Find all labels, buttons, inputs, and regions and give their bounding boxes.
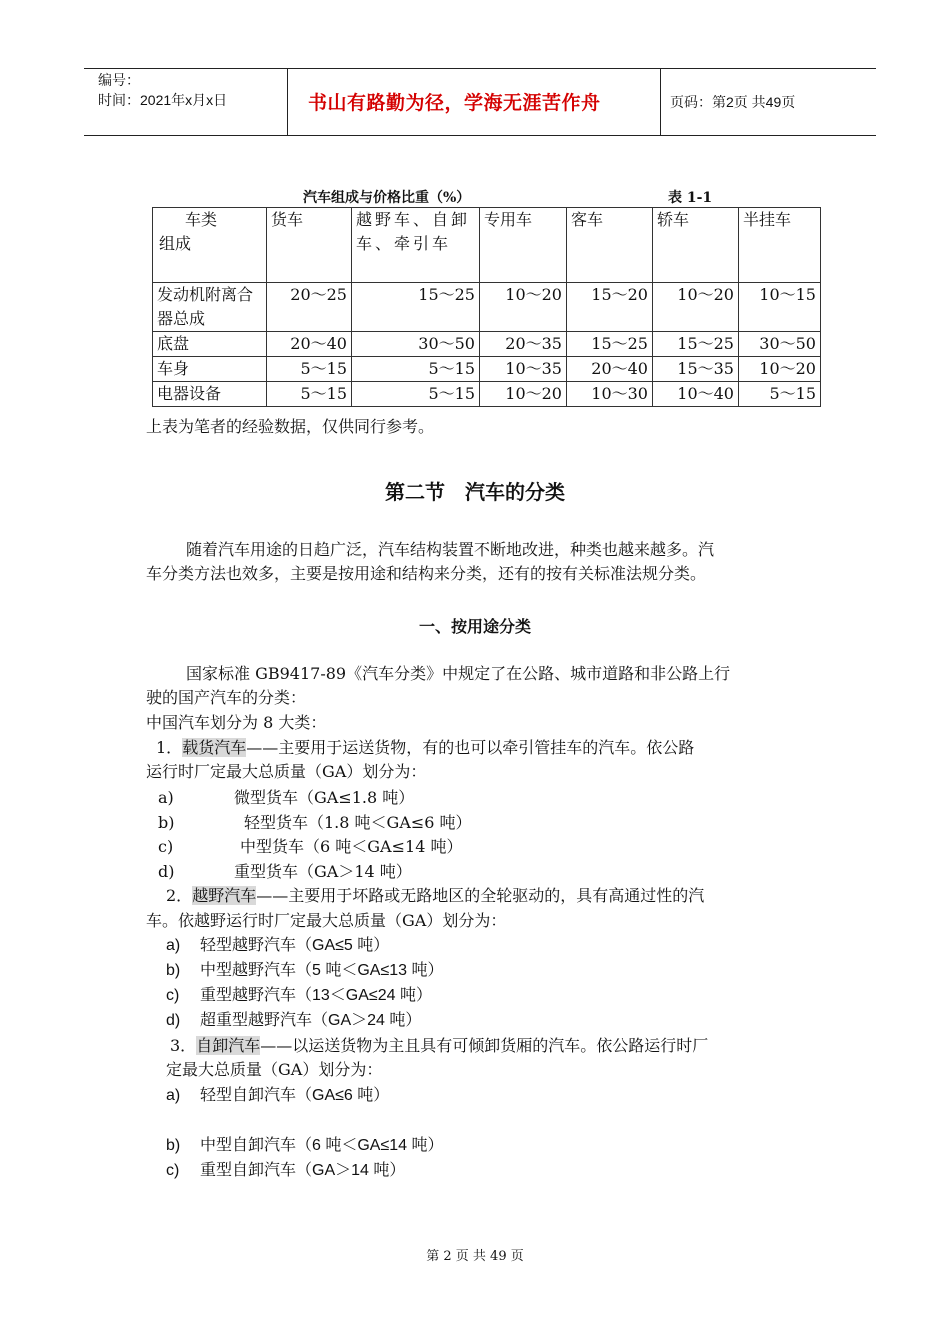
row-label: 底盘 xyxy=(153,332,267,357)
table-cell: 10～20 xyxy=(480,382,567,407)
table-row xyxy=(153,332,821,357)
table-cell: 10～30 xyxy=(567,382,653,407)
table-corner-cell xyxy=(153,208,267,283)
corner-top-label: 车类 xyxy=(185,210,218,229)
table-row xyxy=(153,357,821,382)
item-3-sub-text: 轻型自卸汽车（GA≤6 吨） xyxy=(200,1087,390,1104)
item-2-term: 越野汽车 xyxy=(192,886,257,905)
table-cell: 20～25 xyxy=(267,283,352,332)
item-1-sub-text: 微型货车（GA≤1.8 吨） xyxy=(234,788,415,807)
item-3-number: 3． xyxy=(170,1036,197,1055)
table-cell: 15～35 xyxy=(653,357,739,382)
table-header-row xyxy=(153,208,821,283)
section-title: 第二节 汽车的分类 xyxy=(385,480,565,504)
table-cell: 15～25 xyxy=(653,332,739,357)
table-cell: 20～40 xyxy=(267,332,352,357)
table-caption: 汽车组成与价格比重（%） xyxy=(303,190,471,206)
table-row xyxy=(153,283,821,332)
row-label: 车身 xyxy=(153,357,267,382)
header-top-line xyxy=(84,68,876,69)
item-2-sub-text: 轻型越野汽车（GA≤5 吨） xyxy=(200,937,390,954)
table-cell: 5～15 xyxy=(267,357,352,382)
item-2-text: ——主要用于坏路或无路地区的全轮驱动的，具有高通过性的汽 xyxy=(256,886,705,905)
table-number: 表 1-1 xyxy=(668,190,713,206)
table-cell: 5～15 xyxy=(352,357,480,382)
item-2-sub-marker: d) xyxy=(166,1012,181,1029)
item-1-sub-marker: a) xyxy=(158,788,174,807)
table-cell: 10～15 xyxy=(739,283,821,332)
item-3-line xyxy=(170,1034,708,1058)
table-cell: 30～50 xyxy=(739,332,821,357)
intro-line-2: 车分类方法也效多，主要是按用途和结构来分类，还有的按有关标准法规分类。 xyxy=(146,564,707,583)
table-cell: 20～35 xyxy=(480,332,567,357)
item-3-sub-marker: a) xyxy=(166,1087,181,1104)
header-divider-right xyxy=(660,68,661,136)
item-1-term: 载货汽车 xyxy=(182,738,247,757)
item-1-sub-text: 重型货车（GA＞14 吨） xyxy=(234,862,412,881)
item-2-sub-marker: c) xyxy=(166,987,180,1004)
col-header: 专用车 xyxy=(480,208,567,283)
item-3-line-2: 定最大总质量（GA）划分为： xyxy=(166,1060,383,1079)
item-1-sub-text: 轻型货车（1.8 吨＜GA≤6 吨） xyxy=(244,813,472,832)
table-note: 上表为笔者的经验数据，仅供同行参考。 xyxy=(146,417,435,436)
item-1-sub-marker: d) xyxy=(158,862,175,881)
item-3-sub-marker: c) xyxy=(166,1162,180,1179)
standard-line-2: 驶的国产汽车的分类： xyxy=(146,688,307,707)
item-1-line-2: 运行时厂定最大总质量（GA）划分为： xyxy=(146,762,427,781)
item-1-number: 1． xyxy=(156,738,183,757)
header-meta xyxy=(98,70,227,110)
item-2-number: 2． xyxy=(166,886,193,905)
row-label: 发动机附离合器总成 xyxy=(153,283,267,332)
row-label: 电器设备 xyxy=(153,382,267,407)
item-3-sub-marker: b) xyxy=(166,1137,181,1154)
table-cell: 15～20 xyxy=(567,283,653,332)
table-cell: 10～35 xyxy=(480,357,567,382)
page-footer: 第 2 页 共 49 页 xyxy=(426,1249,524,1264)
intro-line-1: 随着汽车用途的日趋广泛，汽车结构装置不断地改进，种类也越来越多。汽 xyxy=(186,540,715,559)
item-1-sub-text: 中型货车（6 吨＜GA≤14 吨） xyxy=(240,837,463,856)
item-2-line xyxy=(166,884,704,908)
table-cell: 30～50 xyxy=(352,332,480,357)
doc-number-label: 编号： xyxy=(98,72,140,88)
col-header: 客车 xyxy=(567,208,653,283)
item-2-sub-marker: a) xyxy=(166,937,181,954)
item-2-line-2: 车。依越野运行时厂定最大总质量（GA）划分为： xyxy=(146,911,507,930)
table-cell: 20～40 xyxy=(567,357,653,382)
item-2-sub-text: 中型越野汽车（5 吨＜GA≤13 吨） xyxy=(200,962,444,979)
header-bottom-line xyxy=(84,135,876,136)
table-cell: 5～15 xyxy=(739,382,821,407)
col-header: 轿车 xyxy=(653,208,739,283)
table-cell: 10～20 xyxy=(480,283,567,332)
composition-price-table xyxy=(152,207,821,407)
table-row xyxy=(153,382,821,407)
item-1-sub-marker: b) xyxy=(158,813,175,832)
item-3-sub-text: 中型自卸汽车（6 吨＜GA≤14 吨） xyxy=(200,1137,444,1154)
col-header: 越野车、自卸车、牵引车 xyxy=(352,208,480,283)
table-cell: 15～25 xyxy=(567,332,653,357)
table-cell: 5～15 xyxy=(267,382,352,407)
subsection-title: 一、按用途分类 xyxy=(418,617,531,636)
header-page-code: 页码：第2页 共49页 xyxy=(670,94,796,110)
standard-line-1: 国家标准 GB9417-89《汽车分类》中规定了在公路、城市道路和非公路上行 xyxy=(186,664,731,683)
item-2-sub-text: 超重型越野汽车（GA＞24 吨） xyxy=(200,1012,422,1029)
table-cell: 15～25 xyxy=(352,283,480,332)
item-2-sub-text: 重型越野汽车（13＜GA≤24 吨） xyxy=(200,987,432,1004)
item-1-text: ——主要用于运送货物，有的也可以牵引管挂车的汽车。依公路 xyxy=(246,738,695,757)
item-3-text: ——以运送货物为主且具有可倾卸货厢的汽车。依公路运行时厂 xyxy=(260,1036,709,1055)
table-cell: 5～15 xyxy=(352,382,480,407)
col-header: 半挂车 xyxy=(739,208,821,283)
table-cell: 10～40 xyxy=(653,382,739,407)
header-motto: 书山有路勤为径，学海无涯苦作舟 xyxy=(308,92,601,114)
col-header: 货车 xyxy=(267,208,352,283)
table-cell: 10～20 xyxy=(739,357,821,382)
item-1-sub-marker: c) xyxy=(158,837,174,856)
item-2-sub-marker: b) xyxy=(166,962,181,979)
corner-bottom-label: 组成 xyxy=(159,234,192,253)
item-1-line xyxy=(156,736,694,760)
header-divider-left xyxy=(287,68,288,136)
item-3-term: 自卸汽车 xyxy=(196,1036,261,1055)
doc-time-label: 时间：2021年x月x日 xyxy=(98,92,228,108)
item-3-sub-text: 重型自卸汽车（GA＞14 吨） xyxy=(200,1162,406,1179)
table-cell: 10～20 xyxy=(653,283,739,332)
eight-classes-line: 中国汽车划分为 8 大类： xyxy=(146,713,327,732)
